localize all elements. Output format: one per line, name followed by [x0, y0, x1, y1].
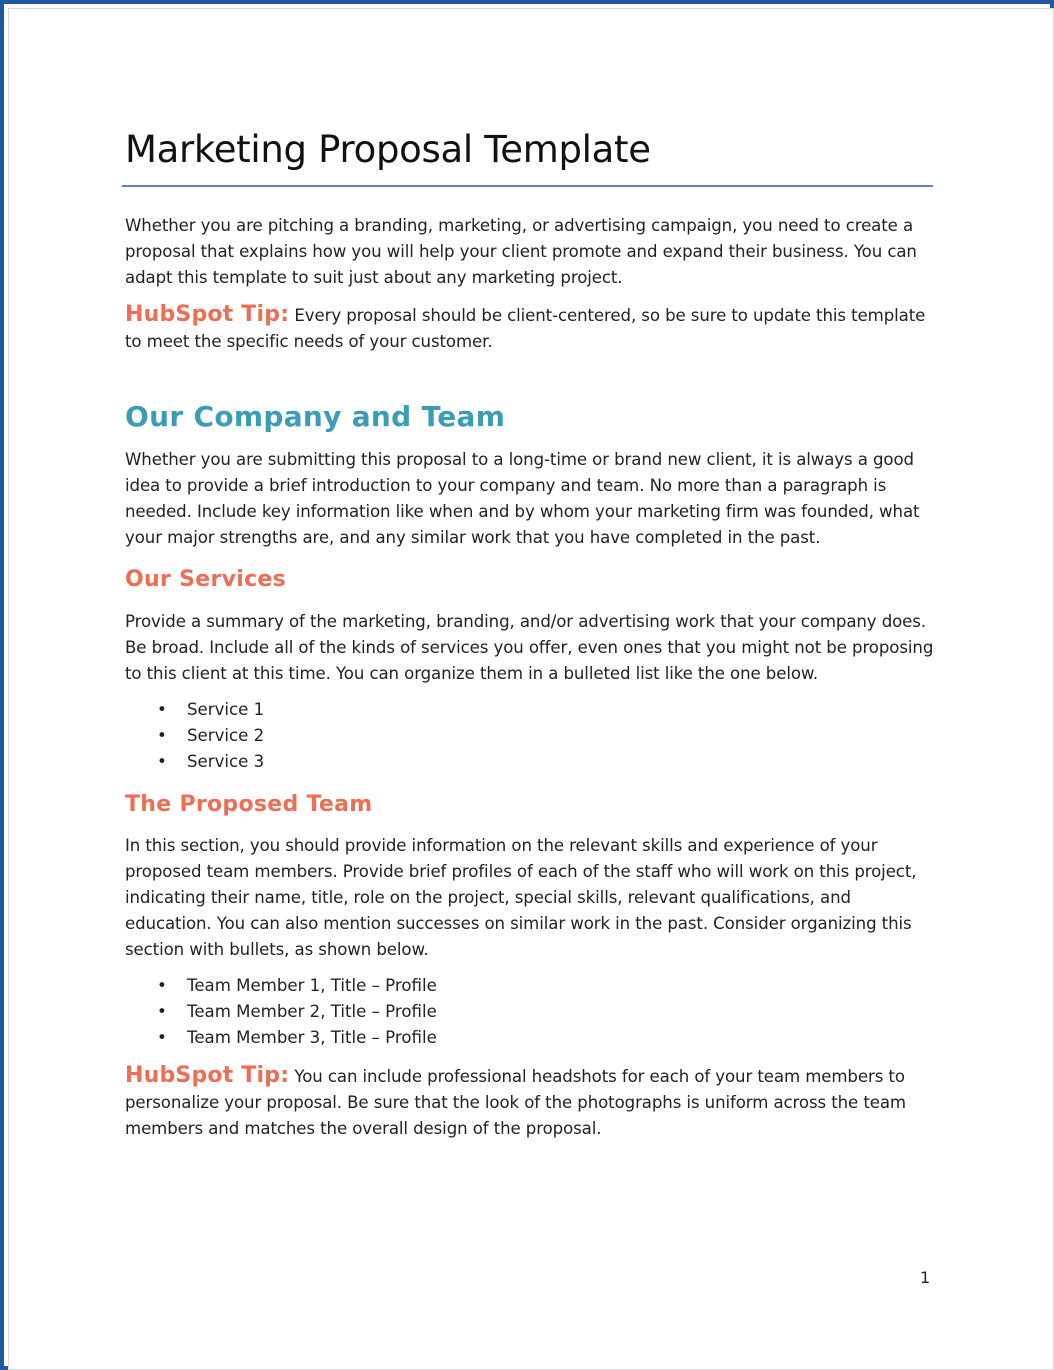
bullet-icon: •: [157, 1028, 167, 1047]
page-title: Marketing Proposal Template: [125, 128, 651, 171]
services-list: [125, 697, 264, 775]
heading-the-proposed-team: The Proposed Team: [125, 792, 373, 817]
intro-paragraph: Whether you are pitching a branding, marketing, or advertising campaign, you need to create a proposal that explains how you will help your client promote and expand their business. You can adapt this template to suit just about any marketing project.: [125, 216, 917, 287]
services-paragraph: Provide a summary of the marketing, branding, and/or advertising work that your company does. Be broad. Include all of the kinds of services you offer, even ones that you might not be proposing to this client at this time. You can organize them in a bulleted list like the one below.: [125, 612, 934, 683]
bullet-icon: •: [157, 700, 167, 719]
service-label: Service 1: [187, 700, 265, 719]
list-item: [125, 697, 264, 723]
bullet-icon: •: [157, 976, 167, 995]
tip-label: HubSpot Tip:: [125, 302, 290, 327]
list-item: [125, 999, 437, 1025]
company-paragraph: Whether you are submitting this proposal to a long-time or brand new client, it is always a good idea to provide a brief introduction to your company and team. No more than a paragraph is needed. Include key information like when and by whom your marketing firm was founded, what your major strengths are, and any similar work that you have completed in the past.: [125, 450, 920, 547]
team-member-label: Team Member 1, Title – Profile: [187, 976, 437, 995]
list-item: [125, 749, 264, 775]
team-paragraph: In this section, you should provide information on the relevant skills and experience of your proposed team members. Provide brief profiles of each of the staff who will work on this project, indicating their name, title, role on the project, special skills, relevant qualifications, and education. You can also mention successes on similar work in the past. Consider organizing this section with bullets, as shown below.: [125, 836, 917, 959]
list-item: [125, 973, 437, 999]
bullet-icon: •: [157, 1002, 167, 1021]
title-underline: [122, 185, 933, 187]
tip-text: You can include professional headshots for each of your team members to personalize your proposal. Be sure that the look of the photographs is uniform across the team members and matches the overall design of the proposal.: [125, 1067, 906, 1138]
list-item: [125, 1025, 437, 1051]
list-item: [125, 723, 264, 749]
bullet-icon: •: [157, 726, 167, 745]
tip-text: Every proposal should be client-centered, so be sure to update this template to meet the specific needs of your customer.: [125, 306, 926, 351]
team-member-label: Team Member 2, Title – Profile: [187, 1002, 437, 1021]
heading-our-services: Our Services: [125, 567, 287, 592]
team-list: [125, 973, 437, 1051]
service-label: Service 2: [187, 726, 265, 745]
service-label: Service 3: [187, 752, 265, 771]
hubspot-tip-1: [125, 302, 935, 355]
page-number: 1: [920, 1268, 931, 1287]
tip-label: HubSpot Tip:: [125, 1063, 290, 1088]
bullet-icon: •: [157, 752, 167, 771]
team-member-label: Team Member 3, Title – Profile: [187, 1028, 437, 1047]
heading-our-company-and-team: Our Company and Team: [125, 400, 506, 433]
hubspot-tip-2: [125, 1063, 935, 1142]
